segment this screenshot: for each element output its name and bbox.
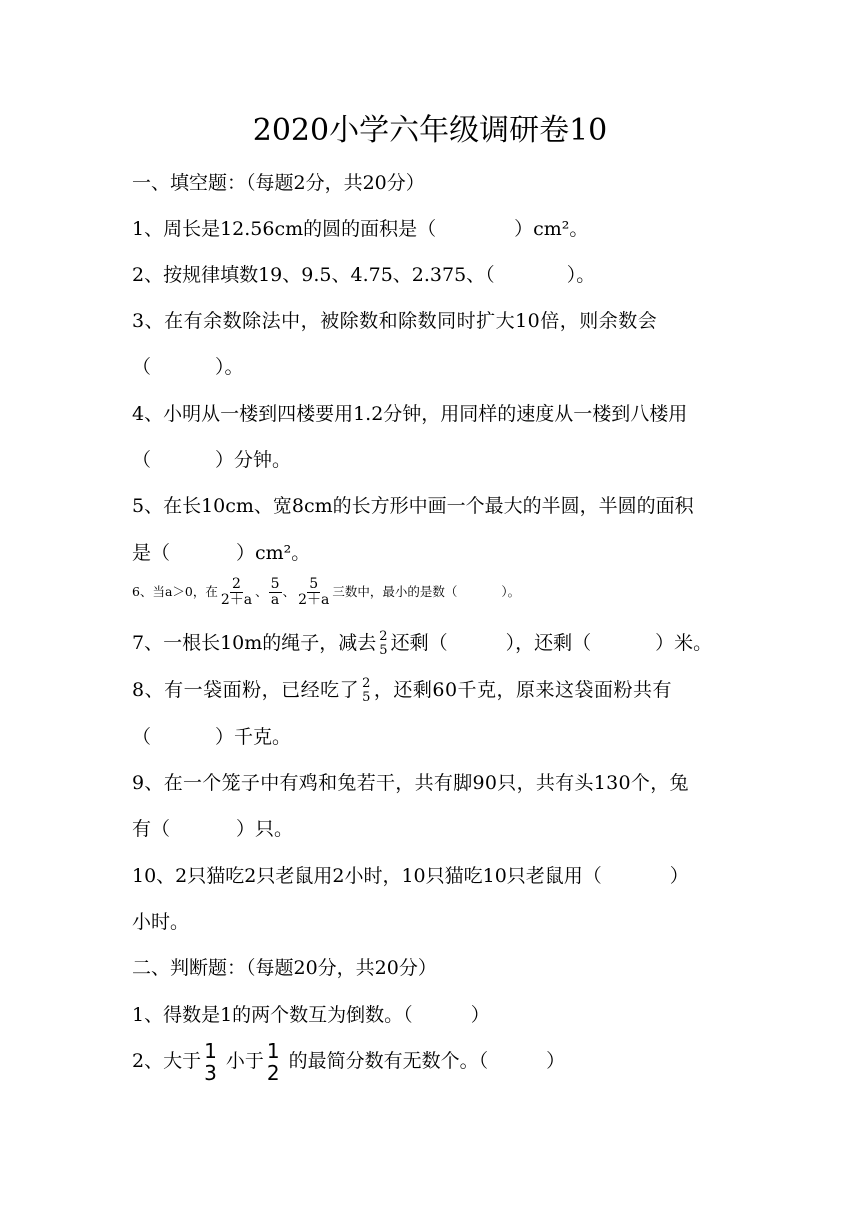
question-1-3: 3、在有余数除法中，被除数和除数同时扩大10倍，则余数会 [132,310,658,332]
question-1-6: 6、当a＞0，在 $\frac{2}{2+a}$ 、 $\frac{5}{a}$ 、 $\frac{5}{2+a}$ 三数中，最小的是数（ ）。 [132,575,521,608]
question-2-1: 1、得数是1的两个数互为倒数。（ ） [132,1004,490,1026]
question-1-8-cont: （ ）千克。 [132,726,292,748]
question-2-2: 2、大于 1 3 小于 1 2 的最简分数有无数个。（ ） [132,1039,566,1085]
fraction-2-over-5: 2 5 [379,628,388,658]
fraction-5-over-2-plus-a: $\frac{5}{2+a}$ [298,575,330,608]
fraction-1-over-2: 1 2 [266,1039,280,1085]
fraction-5-over-a: $\frac{5}{a}$ [270,575,280,608]
question-1-5-cont: 是（ ）cm²。 [132,542,311,564]
page-title: 2020小学六年级调研卷10 [252,113,608,148]
section2-heading: 二、判断题：（每题20分，共20分） [132,957,437,979]
question-1-4-cont: （ ）分钟。 [132,449,292,471]
question-1-8: 8、有一袋面粉，已经吃了 2 5 ，还剩60千克，原来这袋面粉共有 [132,675,673,705]
question-1-5: 5、在长10cm、宽8cm的长方形中画一个最大的半圆，半圆的面积 [132,495,694,517]
fraction-2-over-5: 2 5 [362,675,371,705]
question-1-10-cont: 小时。 [132,911,190,933]
question-1-7: 7、一根长10m的绳子，减去 2 5 还剩（ ），还剩（ ）米。 [132,628,713,658]
fraction-1-over-3: 1 3 [204,1039,217,1085]
question-1-4: 4、小明从一楼到四楼要用1.2分钟，用同样的速度从一楼到八楼用 [132,403,688,425]
section1-heading: 一、填空题：（每题2分，共20分） [132,172,425,194]
question-1-3-cont: （ ）。 [132,356,244,378]
fraction-2-over-2-plus-a: $\frac{2}{2+a}$ [220,575,253,608]
question-1-9: 9、在一个笼子中有鸡和兔若干，共有脚90只，共有头130个，兔 [132,772,689,794]
question-1-1: 1、周长是12.56cm的圆的面积是（ ）cm²。 [132,218,589,240]
question-1-2: 2、按规律填数19、9.5、4.75、2.375、（ ）。 [132,264,596,286]
question-1-9-cont: 有（ ）只。 [132,818,294,840]
question-1-10: 10、2只猫吃2只老鼠用2小时，10只猫吃10只老鼠用（ ） [132,865,689,887]
